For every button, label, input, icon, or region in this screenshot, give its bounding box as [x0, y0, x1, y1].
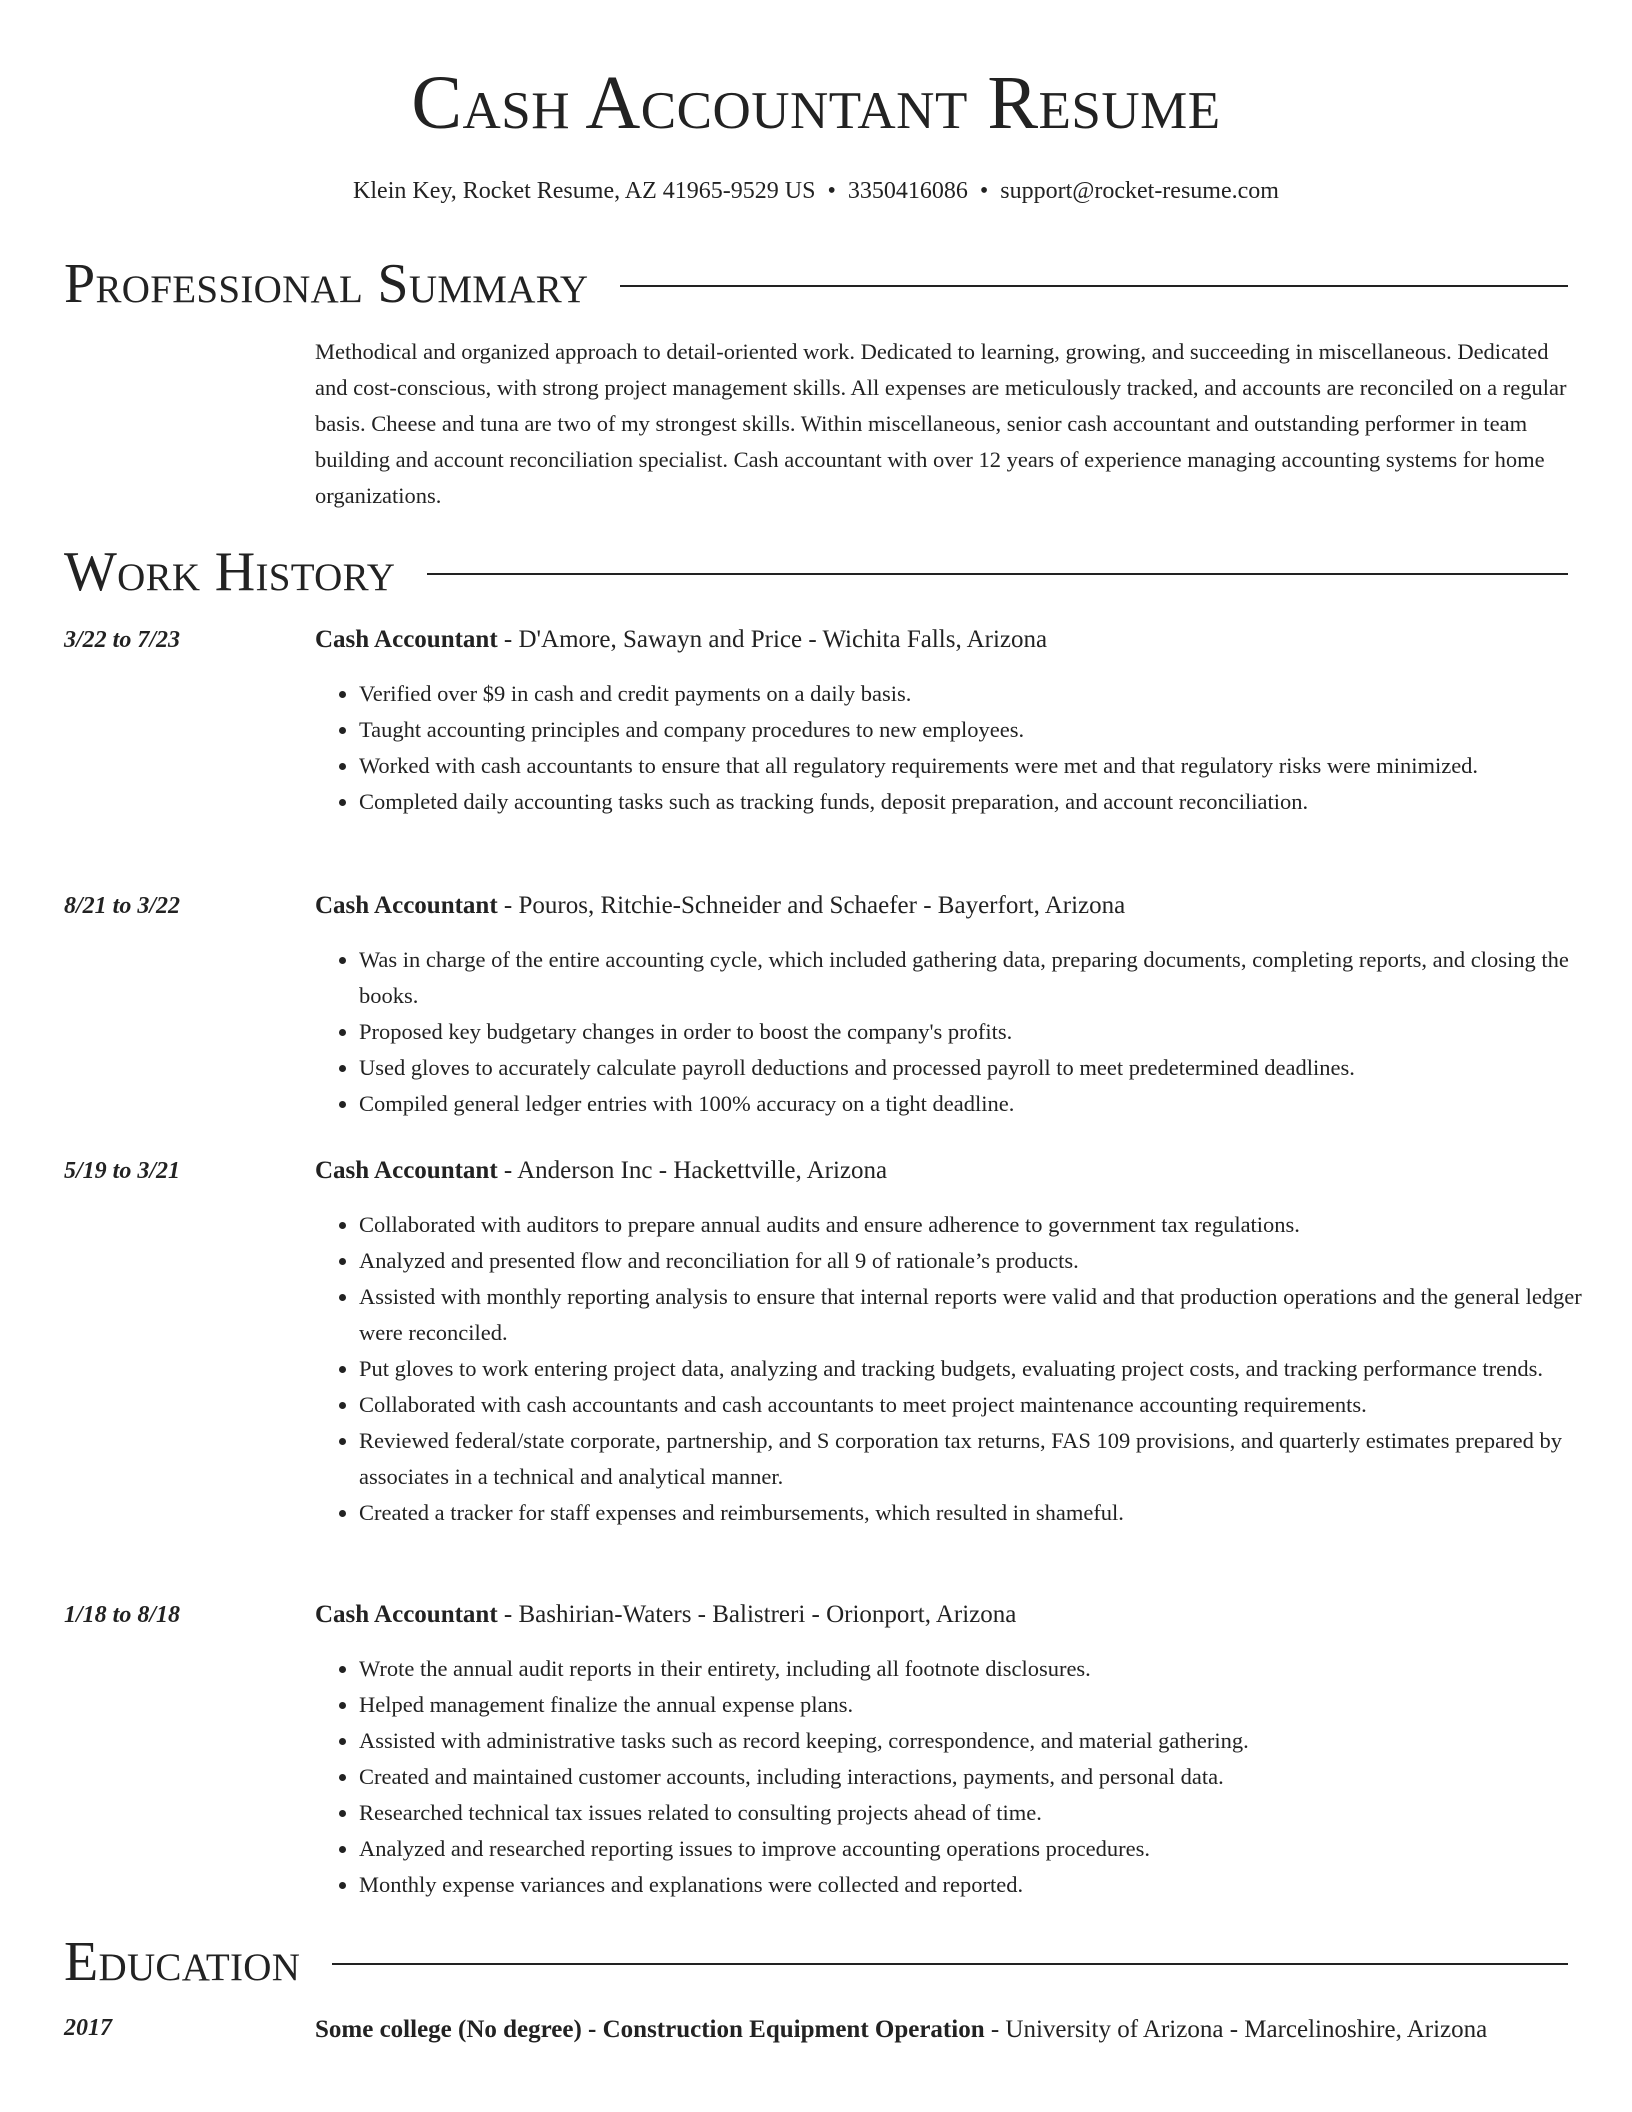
job-title: Cash Accountant	[315, 1601, 498, 1628]
job-bullet: • Assisted with administrative tasks such as record keeping, correspondence, and material gathering.	[359, 1723, 1612, 1759]
contact-address: Klein Key, Rocket Resume, AZ 41965-9529 US	[353, 178, 816, 204]
job-bullet: • Analyzed and presented flow and reconciliation for all 9 of rationale’s products.	[359, 1243, 1612, 1279]
job-heading	[315, 888, 1568, 924]
job-dates: 5/19 to 3/21	[64, 1158, 181, 1184]
education-degree: Some college (No degree) - Construction Equipment Operation	[315, 2016, 985, 2043]
job-employer: - Anderson Inc - Hackettville, Arizona	[497, 1157, 888, 1184]
section-divider	[427, 573, 1568, 575]
job-employer: - Bashirian-Waters - Balistreri - Orionport, Arizona	[497, 1601, 1017, 1628]
section-title-summary: Professional Summary	[64, 253, 589, 315]
job-bullet: • Monthly expense variances and explanations were collected and reported.	[359, 1867, 1612, 1903]
job-bullets	[315, 942, 1612, 1122]
job-bullet: • Helped management finalize the annual expense plans.	[359, 1687, 1612, 1723]
section-header-work	[64, 540, 1568, 604]
job-bullets	[315, 1651, 1612, 1903]
section-header-education	[64, 1930, 1568, 1994]
job-bullet: • Researched technical tax issues related to consulting projects ahead of time.	[359, 1795, 1612, 1831]
job-heading	[315, 1597, 1568, 1633]
contact-line	[64, 174, 1568, 208]
job-employer: - Pouros, Ritchie-Schneider and Schaefer - Bayerfort, Arizona	[497, 892, 1126, 919]
job-dates: 8/21 to 3/22	[64, 893, 181, 919]
resume-title: Cash Accountant Resume	[411, 61, 1221, 145]
section-divider	[620, 285, 1568, 287]
job-heading	[315, 622, 1568, 658]
job-bullet: • Taught accounting principles and company procedures to new employees.	[359, 712, 1612, 748]
job-bullet: • Reviewed federal/state corporate, partnership, and S corporation tax returns, FAS 109 provisions, and quarterly estimates prepared by associates in a technical and analytical manner.	[359, 1423, 1612, 1495]
job-bullet: • Was in charge of the entire accounting cycle, which included gathering data, preparing documents, completing reports, and closing the books.	[359, 942, 1612, 1014]
job-heading	[315, 1153, 1568, 1189]
job-bullet: • Wrote the annual audit reports in their entirety, including all footnote disclosures.	[359, 1651, 1612, 1687]
section-header-summary	[64, 252, 1568, 316]
job-bullets	[315, 1207, 1612, 1531]
summary-text: Methodical and organized approach to detail-oriented work. Dedicated to learning, growing, and succeeding in miscellaneous. Dedicated and cost-conscious, with strong project management skills. All expenses are meticulously tracked, and accounts are reconciled on a regular basis. Cheese and tuna are two of my strongest skills. Within miscellaneous, senior cash accountant and outstanding performer in team building and account reconciliation specialist. Cash accountant with over 12 years of experience managing accounting systems for home organizations.	[315, 339, 1567, 508]
job-dates: 1/18 to 8/18	[64, 1602, 181, 1628]
job-bullet: • Created and maintained customer accounts, including interactions, payments, and personal data.	[359, 1759, 1612, 1795]
job-bullet: • Worked with cash accountants to ensure that all regulatory requirements were met and that regulatory risks were minimized.	[359, 748, 1612, 784]
job-bullet: • Analyzed and researched reporting issues to improve accounting operations procedures.	[359, 1831, 1612, 1867]
job-title: Cash Accountant	[315, 1157, 498, 1184]
job-bullets	[315, 676, 1612, 820]
contact-separator: •	[827, 178, 836, 204]
education-heading	[315, 2010, 1568, 2050]
education-school: - University of Arizona - Marcelinoshire, Arizona	[984, 2016, 1488, 2043]
job-bullet: • Verified over $9 in cash and credit payments on a daily basis.	[359, 676, 1612, 712]
job-bullet: • Used gloves to accurately calculate payroll deductions and processed payroll to meet predetermined deadlines.	[359, 1050, 1612, 1086]
job-bullet: • Collaborated with cash accountants and cash accountants to meet project maintenance accounting requirements.	[359, 1387, 1612, 1423]
job-bullet: • Proposed key budgetary changes in order to boost the company's profits.	[359, 1014, 1612, 1050]
job-bullet: • Compiled general ledger entries with 100% accuracy on a tight deadline.	[359, 1086, 1612, 1122]
section-title-education: Education	[64, 1931, 301, 1993]
contact-phone: 3350416086	[847, 178, 968, 204]
job-bullet: • Completed daily accounting tasks such as tracking funds, deposit preparation, and account reconciliation.	[359, 784, 1612, 820]
job-bullet: • Assisted with monthly reporting analysis to ensure that internal reports were valid and that production operations and the general ledger were reconciled.	[359, 1279, 1612, 1351]
section-divider	[332, 1963, 1568, 1965]
contact-separator: •	[979, 178, 989, 204]
contact-email: support@rocket-resume.com	[1000, 178, 1279, 204]
job-employer: - D'Amore, Sawayn and Price - Wichita Falls, Arizona	[497, 626, 1048, 653]
education-year: 2017	[64, 2015, 112, 2041]
job-dates: 3/22 to 7/23	[64, 627, 181, 653]
job-title: Cash Accountant	[315, 892, 498, 919]
job-bullet: • Created a tracker for staff expenses and reimbursements, which resulted in shameful.	[359, 1495, 1612, 1531]
job-bullet: • Put gloves to work entering project data, analyzing and tracking budgets, evaluating project costs, and tracking performance trends.	[359, 1351, 1612, 1387]
job-bullet: • Collaborated with auditors to prepare annual audits and ensure adherence to government tax regulations.	[359, 1207, 1612, 1243]
job-title: Cash Accountant	[315, 626, 498, 653]
section-title-work: Work History	[64, 541, 396, 603]
